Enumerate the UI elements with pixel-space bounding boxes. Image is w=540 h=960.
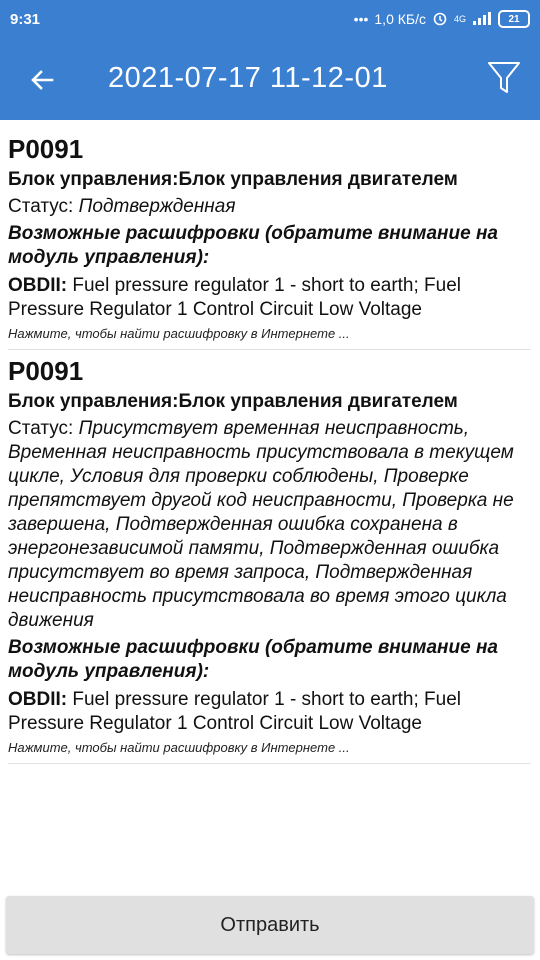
status-bar (0, 0, 540, 38)
status-value: Подтвержденная (78, 196, 236, 217)
dtc-module: Блок управления:Блок управления двигателем (8, 169, 458, 190)
dtc-module: Блок управления:Блок управления двигателем (8, 391, 458, 412)
send-button[interactable]: Отправить (6, 896, 534, 954)
status-indicators (354, 10, 540, 29)
bottom-bar (0, 890, 540, 960)
obd-description (8, 274, 531, 322)
obd-description (8, 688, 531, 736)
decode-heading: Возможные расшифровки (обратите внимание на модуль управления): (8, 223, 498, 268)
dtc-code: P0091 (8, 134, 84, 164)
search-hint-link[interactable]: Нажмите, чтобы найти расшифровку в Интернете ... (8, 740, 350, 755)
dtc-entry[interactable] (8, 350, 531, 764)
status-label: Статус: (8, 196, 79, 217)
obd-label: OBDII: (8, 275, 68, 296)
dtc-status (8, 195, 531, 219)
status-label: Статус: (8, 418, 79, 439)
search-hint-link[interactable]: Нажмите, чтобы найти расшифровку в Интернете ... (8, 326, 350, 341)
filter-icon (487, 60, 521, 96)
status-time: 9:31 (10, 10, 41, 28)
alarm-icon (432, 10, 448, 29)
network-type: 4G (453, 14, 466, 24)
decode-heading: Возможные расшифровки (обратите внимание на модуль управления): (8, 637, 498, 682)
filter-button[interactable] (482, 56, 526, 100)
obd-text: Fuel pressure regulator 1 - short to earth; Fuel Pressure Regulator 1 Control Circuit Low Voltage (8, 689, 462, 734)
dtc-list[interactable] (0, 120, 540, 890)
dots-icon: ••• (353, 11, 369, 27)
battery-icon: 21 (498, 10, 530, 28)
back-button[interactable] (20, 58, 64, 102)
dtc-entry[interactable] (8, 120, 531, 350)
status-value: Присутствует временная неисправность, Временная неисправность присутствовала в текущем цикле, Условия для проверки соблюдены, Проверке препятствует другой код неисправности, Проверка не завершена, Подтвержденная ошибка сохранена в энергонезависимой памяти, Подтвержденная ошибка присутствует во время запроса, Подтвержденная неисправность присутствовала во время этого цикла движения (8, 418, 514, 631)
obd-text: Fuel pressure regulator 1 - short to earth; Fuel Pressure Regulator 1 Control Circuit Low Voltage (8, 275, 462, 320)
dtc-status (8, 417, 531, 633)
arrow-left-icon (28, 66, 56, 94)
signal-icon (472, 11, 492, 28)
dtc-code: P0091 (8, 356, 84, 386)
obd-label: OBDII: (8, 689, 68, 710)
page-title: 2021-07-17 11-12-01 (108, 62, 388, 94)
network-speed: 1,0 КБ/с (374, 11, 426, 27)
app-bar (0, 38, 540, 120)
